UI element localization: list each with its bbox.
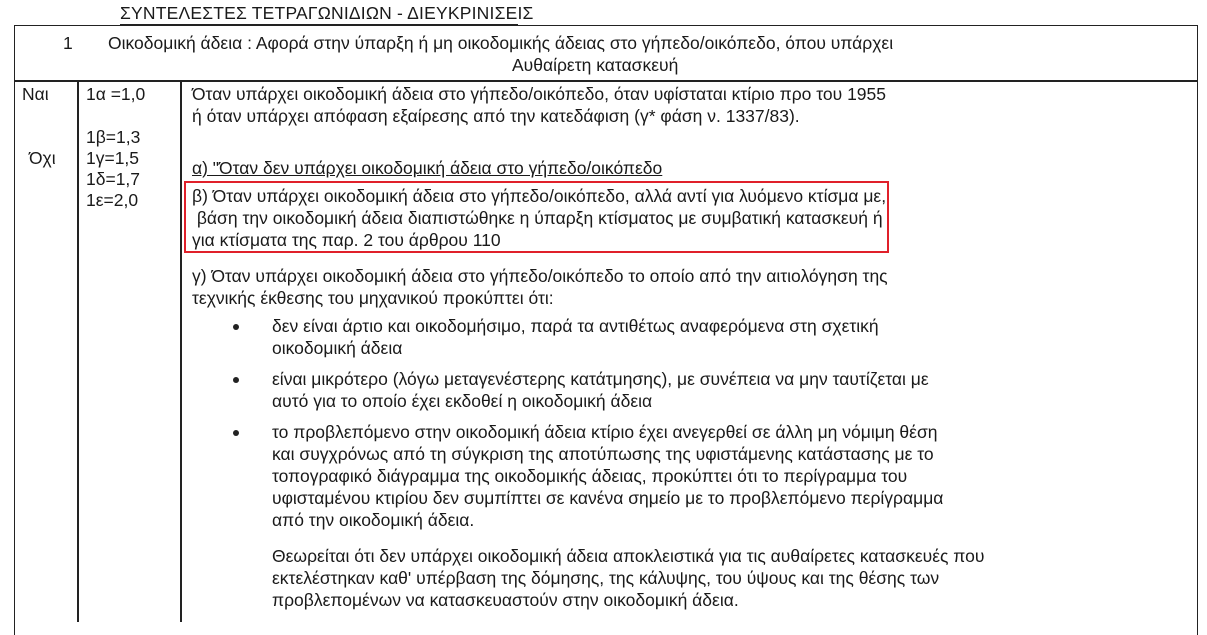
bullet-1-line-1: δεν είναι άρτιο και οικοδομήσιμο, παρά τα αντιθέτως αναφερόμενα στη σχετική — [272, 316, 879, 336]
answer-no: Όχι — [29, 148, 56, 168]
para1-line-1: Όταν υπάρχει οικοδομική άδεια στο γήπεδο/οικόπεδο, όταν υφίσταται κτίριο προ του 1955 — [192, 84, 887, 104]
page-title: ΣΥΝΤΕΛΕΣΤΕΣ ΤΕΤΡΑΓΩΝΙΔΙΩΝ - ΔΙΕΥΚΡΙΝΙΣΕΙΣ — [120, 3, 534, 23]
bullet-dot — [233, 377, 239, 383]
column-divider-1 — [77, 80, 79, 622]
section-number: 1 — [63, 33, 73, 53]
coefficient-1c: 1γ=1,5 — [86, 148, 140, 168]
bullet-3-line-4: υφισταμένου κτιρίου δεν συμπίπτει σε κανένα σημείο με το προβλεπόμενο περίγραμμα — [272, 488, 944, 508]
coefficient-1e: 1ε=2,0 — [86, 190, 139, 210]
closing-line-2: εκτελέστηκαν καθ' υπέρβαση της δόμησης, της κάλυψης, του ύψους και της θέσης των — [272, 568, 940, 588]
bullet-3-line-1: το προβλεπόμενο στην οικοδομική άδεια κτίριο έχει ανεγερθεί σε άλλη μη νόμιμη θέση — [272, 422, 938, 442]
coefficient-1a: 1α =1,0 — [86, 84, 146, 104]
section-heading-line-1: Οικοδομική άδεια : Αφορά στην ύπαρξη ή μη οικοδομικής άδειας στο γήπεδο/οικόπεδο, όπου υπάρχει — [108, 33, 894, 53]
coefficient-1d: 1δ=1,7 — [86, 169, 141, 189]
bullet-3-line-5: από την οικοδομική άδεια. — [272, 510, 475, 530]
beta-line-1: β) Όταν υπάρχει οικοδομική άδεια στο γήπεδο/οικόπεδο, αλλά αντί για λυόμενο κτίσμα με, — [192, 186, 887, 206]
bullet-3-line-3: τοπογραφικό διάγραμμα της οικοδομικής άδειας, προκύπτει ότι το περίγραμμα του — [272, 466, 908, 486]
coefficient-1b: 1β=1,3 — [86, 127, 141, 147]
header-divider — [14, 80, 1198, 82]
gamma-line-2: τεχνικής έκθεσης του μηχανικού προκύπτει ότι: — [192, 288, 554, 308]
closing-line-3: προβλεπομένων να κατασκευαστούν στην οικοδομική άδεια. — [272, 590, 739, 610]
bullet-2-line-1: είναι μικρότερο (λόγω μεταγενέστερης κατάτμησης), με συνέπεια να μην ταυτίζεται με — [272, 369, 929, 389]
bullet-dot — [233, 324, 239, 330]
bullet-dot — [233, 430, 239, 436]
bullet-2-line-2: αυτό για το οποίο έχει εκδοθεί η οικοδομική άδεια — [272, 391, 653, 411]
bullet-3-line-2: και συγχρόνως από τη σύγκριση της αποτύπωσης της υφιστάμενης κατάστασης με το — [272, 444, 934, 464]
beta-line-3: για κτίσματα της παρ. 2 του άρθρου 110 — [192, 230, 501, 250]
beta-line-2: βάση την οικοδομική άδεια διαπιστώθηκε η ύπαρξη κτίσματος με συμβατική κατασκευή ή — [192, 208, 883, 228]
section-heading-line-2: Αυθαίρετη κατασκευή — [512, 55, 679, 75]
para1-line-2: ή όταν υπάρχει απόφαση εξαίρεσης από την κατεδάφιση (γ* φάση ν. 1337/83). — [192, 106, 800, 126]
alpha-line: α) "Όταν δεν υπάρχει οικοδομική άδεια στο γήπεδο/οικόπεδο — [192, 158, 663, 178]
column-divider-2 — [180, 80, 182, 622]
answer-yes: Ναι — [22, 84, 49, 104]
gamma-line-1: γ) Όταν υπάρχει οικοδομική άδεια στο γήπεδο/οικόπεδο το οποίο από την αιτιολόγηση της — [192, 266, 888, 286]
bullet-1-line-2: οικοδομική άδεια — [272, 338, 403, 358]
closing-line-1: Θεωρείται ότι δεν υπάρχει οικοδομική άδεια αποκλειστικά για τις αυθαίρετες κατασκευές που — [272, 546, 985, 566]
